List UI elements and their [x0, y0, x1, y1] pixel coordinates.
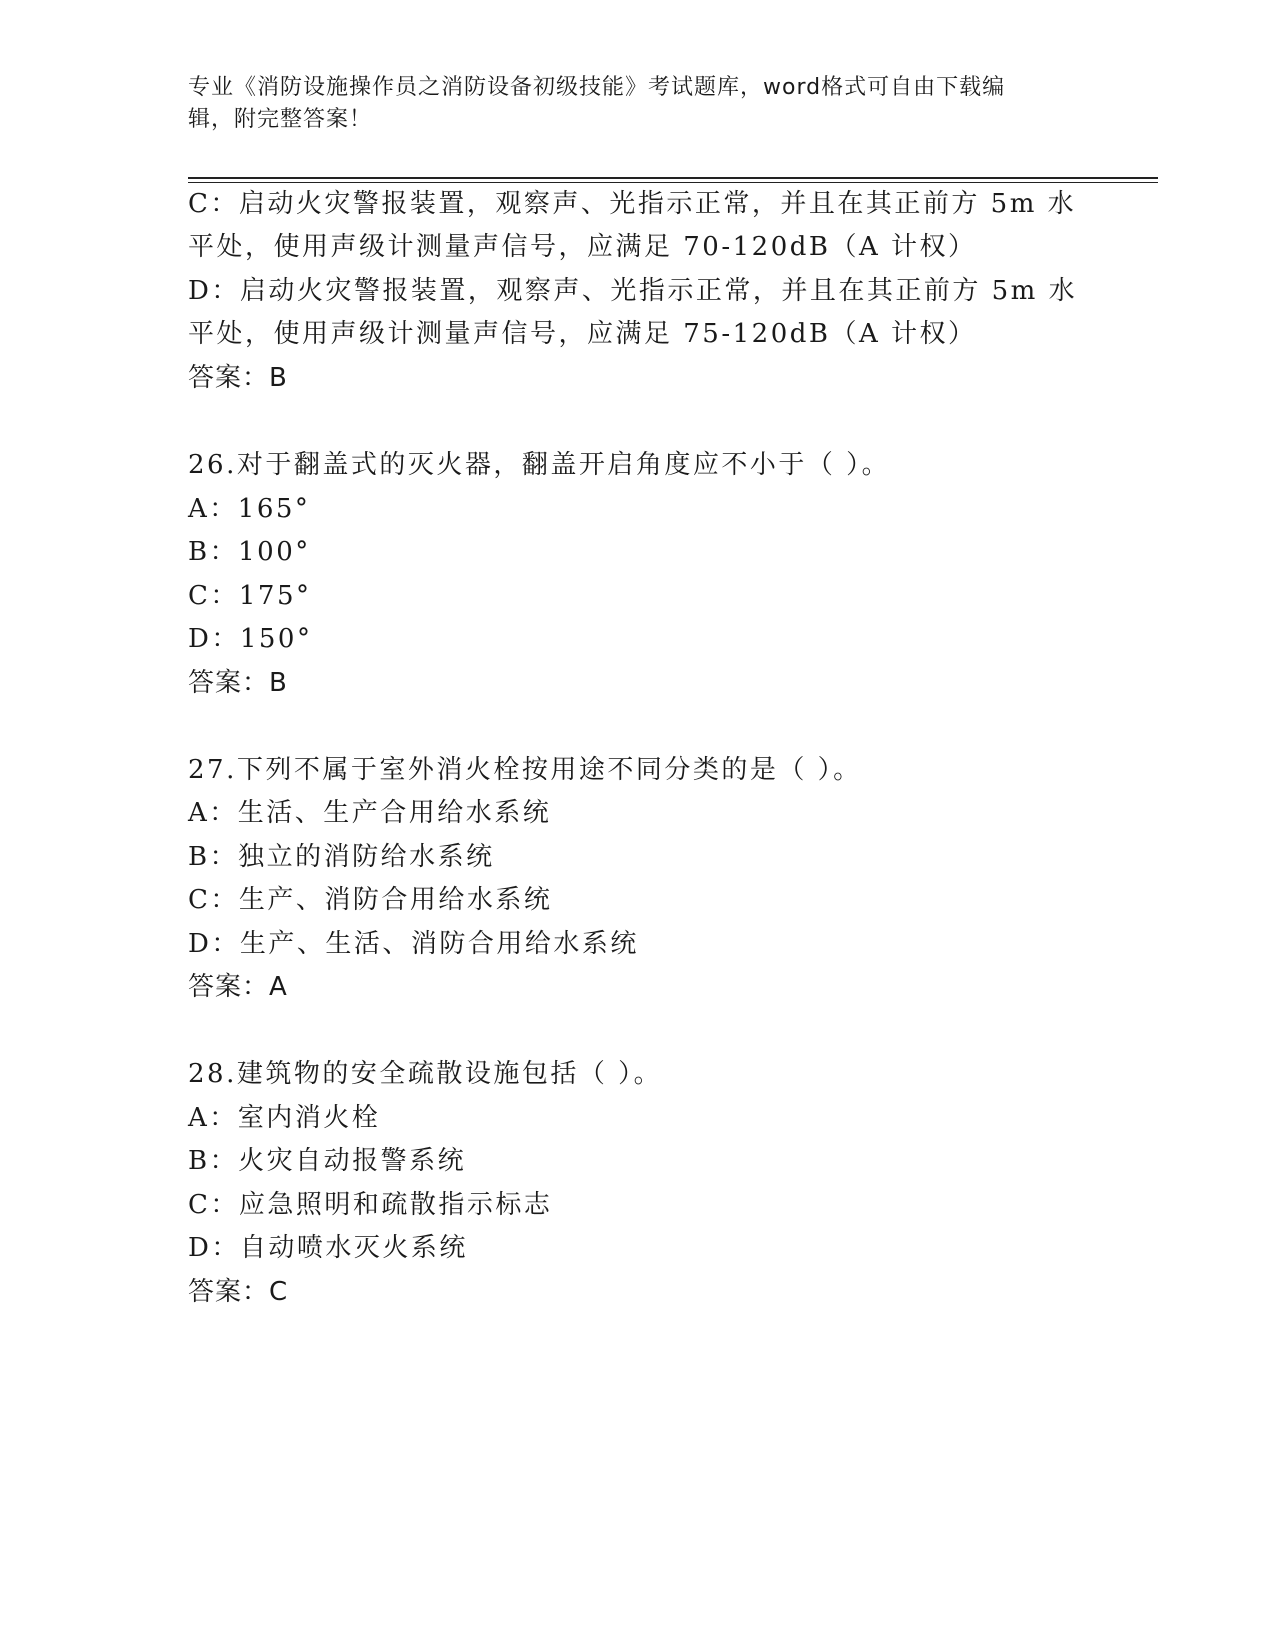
q25-option-d-line-2: 平处，使用声级计测量声信号，应满足 75-120dB（A 计权）	[188, 319, 977, 349]
q28-option-c: C：应急照明和疏散指示标志	[188, 1190, 553, 1220]
header-divider-thick	[188, 177, 1158, 179]
q27-option-d: D：生产、生活、消防合用给水系统	[188, 929, 639, 959]
q26-answer: 答案：B	[188, 668, 288, 698]
q27-option-a: A：生活、生产合用给水系统	[188, 798, 552, 828]
q27-answer: 答案：A	[188, 972, 288, 1002]
q25-option-c-line-1: C：启动火灾警报装置，观察声、光指示正常，并且在其正前方 5m 水	[188, 189, 1077, 219]
q28-option-d: D：自动喷水灭火系统	[188, 1233, 468, 1263]
q28-option-b: B：火灾自动报警系统	[188, 1146, 467, 1176]
document-header	[188, 72, 1088, 136]
q26-option-a: A：165°	[188, 494, 311, 524]
q28-option-a: A：室内消火栓	[188, 1103, 381, 1133]
header-title-line-1: 专业《消防设施操作员之消防设备初级技能》考试题库，word格式可自由下载编	[188, 75, 1006, 100]
q28-stem: 28.建筑物的安全疏散设施包括（ ）。	[188, 1059, 663, 1089]
q27-option-c: C：生产、消防合用给水系统	[188, 885, 553, 915]
q25-option-d-line-1: D：启动火灾警报装置，观察声、光指示正常，并且在其正前方 5m 水	[188, 276, 1078, 306]
q28-answer: 答案：C	[188, 1277, 289, 1307]
header-title-line-2: 辑，附完整答案！	[188, 107, 373, 132]
q27-stem: 27.下列不属于室外消火栓按用途不同分类的是（ ）。	[188, 755, 862, 785]
q26-option-b: B：100°	[188, 537, 311, 567]
q26-stem: 26.对于翻盖式的灭火器，翻盖开启角度应不小于（ ）。	[188, 450, 891, 480]
q25-option-c-line-2: 平处，使用声级计测量声信号，应满足 70-120dB（A 计权）	[188, 232, 977, 262]
header-divider-thin	[188, 182, 1158, 183]
q27-option-b: B：独立的消防给水系统	[188, 842, 495, 872]
q25-answer: 答案：B	[188, 363, 288, 393]
q26-option-c: C：175°	[188, 581, 312, 611]
q26-option-d: D：150°	[188, 624, 313, 654]
